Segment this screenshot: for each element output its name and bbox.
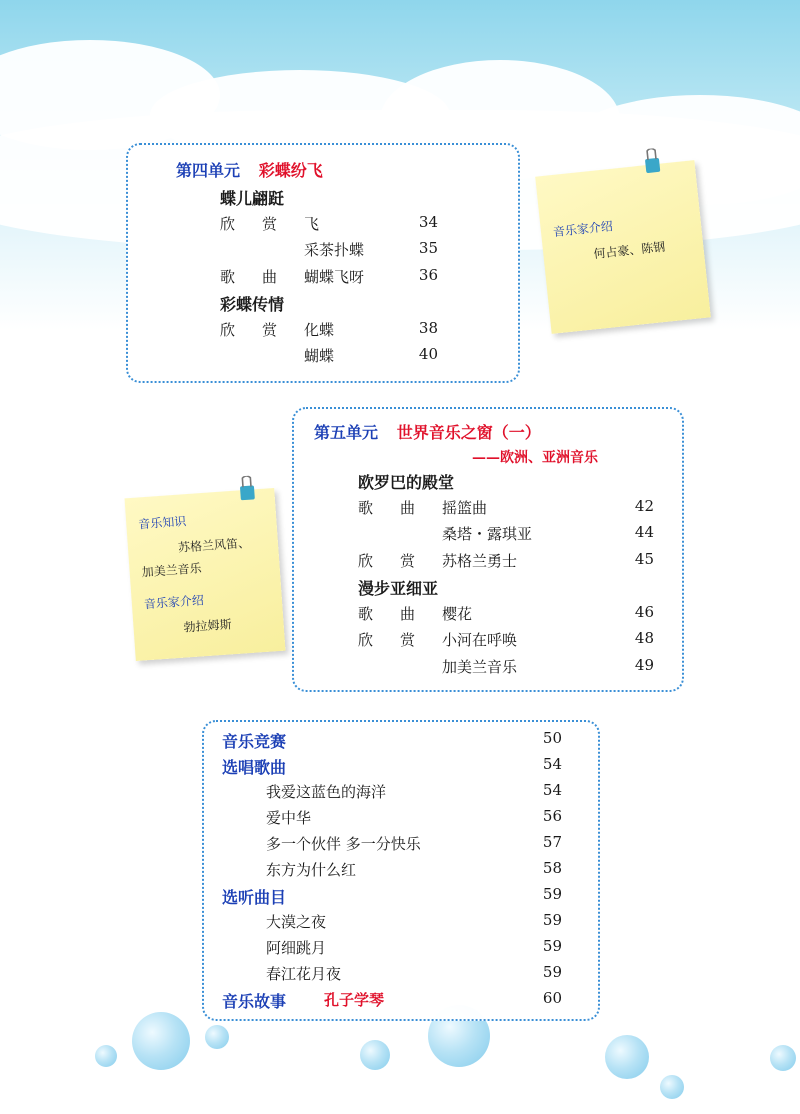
binder-clip-icon	[238, 475, 256, 502]
unit5-note	[124, 488, 285, 661]
entry-title: 我爱这蓝色的海洋	[266, 783, 387, 801]
page-number: 35	[418, 239, 438, 257]
page-number: 38	[418, 318, 438, 337]
page-number: 54	[542, 755, 562, 773]
note-title: 音乐家介绍	[143, 593, 205, 612]
page-number: 59	[542, 911, 562, 929]
page-number: 59	[542, 963, 562, 981]
entry-title: 加美兰音乐	[442, 657, 518, 676]
section-title: 彩蝶传情	[220, 295, 285, 314]
entry-title: 蝴蝶	[304, 347, 335, 365]
bubble-decoration	[95, 1045, 117, 1067]
page-number: 50	[542, 729, 562, 747]
unit4-number: 第四单元	[176, 161, 241, 180]
unit4-heading	[176, 158, 323, 181]
page-number: 59	[542, 885, 562, 903]
section-title: 蝶儿翩跹	[220, 189, 285, 208]
bubble-decoration	[360, 1040, 390, 1070]
page-number: 58	[542, 859, 562, 877]
section-title: 音乐故事	[222, 992, 287, 1011]
unit5-title: 世界音乐之窗（一）	[396, 423, 541, 442]
bubble-decoration	[132, 1012, 190, 1070]
note-title: 音乐知识	[137, 514, 187, 532]
entry-title: 多一个伙伴 多一分快乐	[266, 835, 421, 853]
section-title: 选听曲目	[222, 888, 287, 907]
entry-title: 樱花	[442, 604, 473, 623]
entry-title: 化蝶	[304, 320, 335, 339]
entry-title: 桑塔・露琪亚	[442, 525, 533, 543]
page-number: 59	[542, 937, 562, 955]
entry-title: 春江花月夜	[266, 965, 342, 983]
page-number: 34	[418, 212, 438, 231]
page-number: 42	[634, 496, 654, 515]
unit4-note	[535, 160, 711, 334]
entry-type: 歌 曲	[358, 498, 422, 517]
entry-title: 蝴蝶飞呀	[304, 267, 365, 286]
note-text: 加美兰音乐	[141, 561, 203, 580]
unit5-subtitle: ——欧洲、亚洲音乐	[472, 450, 598, 466]
entry-type: 欣 赏	[220, 320, 284, 339]
page-number: 49	[634, 655, 654, 674]
entry-title: 采茶扑蝶	[304, 241, 365, 259]
entry-type: 歌 曲	[220, 267, 284, 286]
entry-type: 欣 赏	[358, 631, 422, 649]
binder-clip-icon	[643, 148, 662, 176]
section-title: 选唱歌曲	[222, 758, 287, 777]
page-number: 46	[634, 602, 654, 621]
bubble-decoration	[770, 1045, 796, 1071]
entry-title: 阿细跳月	[266, 939, 327, 957]
bubble-decoration	[605, 1035, 649, 1079]
page-number: 45	[634, 549, 654, 568]
note-text: 苏格兰风笛、	[177, 535, 251, 555]
bubble-decoration	[660, 1075, 684, 1099]
bubble-decoration	[205, 1025, 229, 1049]
entry-title: 飞	[304, 214, 320, 233]
entry-title: 大漠之夜	[266, 913, 327, 931]
entry-title: 小河在呼唤	[442, 631, 518, 649]
entry-type: 欣 赏	[220, 214, 284, 233]
section-title: 欧罗巴的殿堂	[358, 473, 455, 492]
page-number: 36	[418, 265, 438, 284]
unit5-heading	[314, 420, 541, 443]
entry-type: 欣 赏	[358, 551, 422, 570]
page-number: 60	[542, 989, 562, 1007]
page-number: 54	[542, 781, 562, 799]
entry-title: 摇篮曲	[442, 498, 488, 517]
page-number: 56	[542, 807, 562, 825]
note-title: 音乐家介绍	[552, 218, 614, 240]
entry-title: 苏格兰勇士	[442, 551, 518, 570]
page-number: 44	[634, 523, 654, 541]
note-text: 勃拉姆斯	[183, 617, 233, 635]
story-title: 孔子学琴	[324, 991, 385, 1009]
note-text: 何占豪、陈钢	[592, 239, 666, 262]
unit4-title: 彩蝶纷飞	[258, 161, 323, 180]
entry-title: 爱中华	[266, 809, 312, 827]
entry-type: 歌 曲	[358, 604, 422, 623]
page-number: 40	[418, 345, 438, 363]
page-number: 57	[542, 833, 562, 851]
unit5-number: 第五单元	[314, 423, 379, 442]
page-number: 48	[634, 629, 654, 647]
entry-title: 东方为什么红	[266, 861, 357, 879]
section-title: 音乐竞赛	[222, 732, 287, 751]
section-title: 漫步亚细亚	[358, 579, 439, 598]
